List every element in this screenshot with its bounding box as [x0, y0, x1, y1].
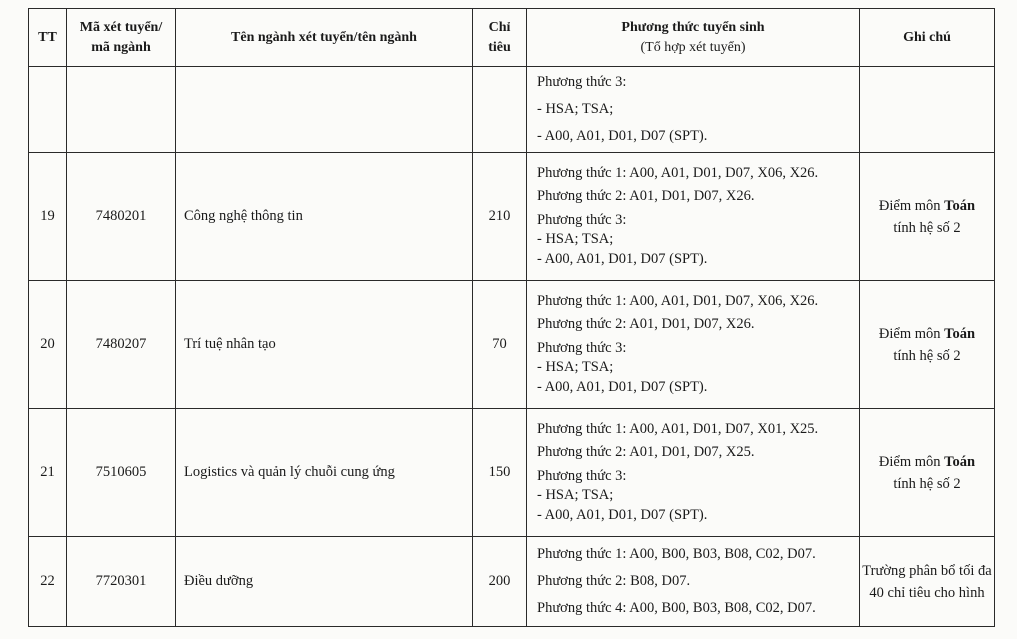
row-note [860, 409, 995, 537]
note-line1 [860, 195, 994, 217]
header-code-line1: Mã xét tuyển/ [79, 19, 163, 35]
row-note [860, 537, 995, 627]
method-line: - A00, A01, D01, D07 (SPT). [537, 128, 708, 144]
row-name: Công nghệ thông tin [176, 153, 473, 281]
header-quota [473, 9, 527, 67]
method-line: Phương thức 2: A01, D01, D07, X26. [537, 316, 755, 333]
note-text: Điểm môn [878, 453, 945, 470]
row-quota: 150 [473, 409, 527, 537]
row-name [176, 67, 473, 153]
table-row [29, 281, 995, 409]
row-tt: 22 [29, 537, 67, 627]
method-line: Phương thức 2: A01, D01, D07, X25. [537, 444, 755, 461]
method-line: Phương thức 2: B08, D07. [537, 573, 691, 589]
header-quota-line2: tiêu [488, 39, 511, 55]
row-methods [527, 153, 860, 281]
method-line: Phương thức 1: A00, A01, D01, D07, X01, X25. [537, 420, 819, 437]
note-text: Điểm môn [878, 325, 945, 342]
method-line: - HSA; TSA; [537, 487, 614, 504]
row-tt: 20 [29, 281, 67, 409]
row-name: Logistics và quản lý chuỗi cung ứng [176, 409, 473, 537]
method-line: Phương thức 3: [537, 211, 627, 228]
row-code: 7480201 [67, 153, 176, 281]
row-code [67, 67, 176, 153]
row-note [860, 281, 995, 409]
row-quota: 200 [473, 537, 527, 627]
row-code: 7510605 [67, 409, 176, 537]
note-line2: tính hệ số 2 [893, 475, 961, 492]
note-line1 [860, 323, 994, 345]
method-line: - A00, A01, D01, D07 (SPT). [537, 378, 708, 395]
table-row [29, 67, 995, 153]
header-row [29, 9, 995, 67]
admissions-table [28, 8, 995, 627]
header-tt: TT [29, 9, 67, 67]
header-quota-line1: Chỉ [488, 19, 511, 35]
note-text: Trường phân bổ tối đa [862, 562, 992, 579]
header-code [67, 9, 176, 67]
row-methods [527, 281, 860, 409]
note-subject: Toán [944, 197, 976, 214]
row-name: Trí tuệ nhân tạo [176, 281, 473, 409]
row-methods [527, 537, 860, 627]
method-line: Phương thức 3: [537, 339, 627, 356]
note-line2: 40 chỉ tiêu cho hình [869, 584, 985, 601]
method-line: - HSA; TSA; [537, 231, 614, 248]
header-code-line2: mã ngành [91, 39, 151, 55]
method-line: Phương thức 3: [537, 467, 627, 484]
method-line: Phương thức 1: A00, A01, D01, D07, X06, X26. [537, 164, 819, 181]
row-quota [473, 67, 527, 153]
row-quota: 210 [473, 153, 527, 281]
note-subject: Toán [944, 453, 976, 470]
row-code: 7720301 [67, 537, 176, 627]
row-tt: 21 [29, 409, 67, 537]
table-row [29, 153, 995, 281]
header-method [527, 9, 860, 67]
note-subject: Toán [944, 325, 976, 342]
method-line: - A00, A01, D01, D07 (SPT). [537, 250, 708, 267]
row-tt [29, 67, 67, 153]
method-line: - HSA; TSA; [537, 359, 614, 376]
row-note [860, 153, 995, 281]
table-row [29, 537, 995, 627]
table-body [29, 67, 995, 627]
note-text: Điểm môn [878, 197, 945, 214]
method-line: Phương thức 3: [537, 74, 627, 90]
method-line: Phương thức 1: A00, A01, D01, D07, X06, X26. [537, 292, 819, 309]
header-method-line1: Phương thức tuyển sinh [621, 19, 765, 35]
row-methods [527, 409, 860, 537]
method-line: Phương thức 1: A00, B00, B03, B08, C02, D07. [537, 546, 816, 562]
row-methods [527, 67, 860, 153]
row-code: 7480207 [67, 281, 176, 409]
header-note: Ghi chú [860, 9, 995, 67]
note-line1 [860, 451, 994, 473]
row-note [860, 67, 995, 153]
note-line2: tính hệ số 2 [893, 347, 961, 364]
row-name: Điều dưỡng [176, 537, 473, 627]
row-tt: 19 [29, 153, 67, 281]
table-row [29, 409, 995, 537]
method-line: - A00, A01, D01, D07 (SPT). [537, 506, 708, 523]
method-line: Phương thức 4: A00, B00, B03, B08, C02, D07. [537, 600, 816, 616]
header-name: Tên ngành xét tuyển/tên ngành [176, 9, 473, 67]
note-line2: tính hệ số 2 [893, 219, 961, 236]
header-method-line2: (Tổ hợp xét tuyển) [640, 39, 746, 55]
note-line1 [860, 560, 994, 582]
method-line: - HSA; TSA; [537, 101, 614, 117]
method-line: Phương thức 2: A01, D01, D07, X26. [537, 188, 755, 205]
row-quota: 70 [473, 281, 527, 409]
